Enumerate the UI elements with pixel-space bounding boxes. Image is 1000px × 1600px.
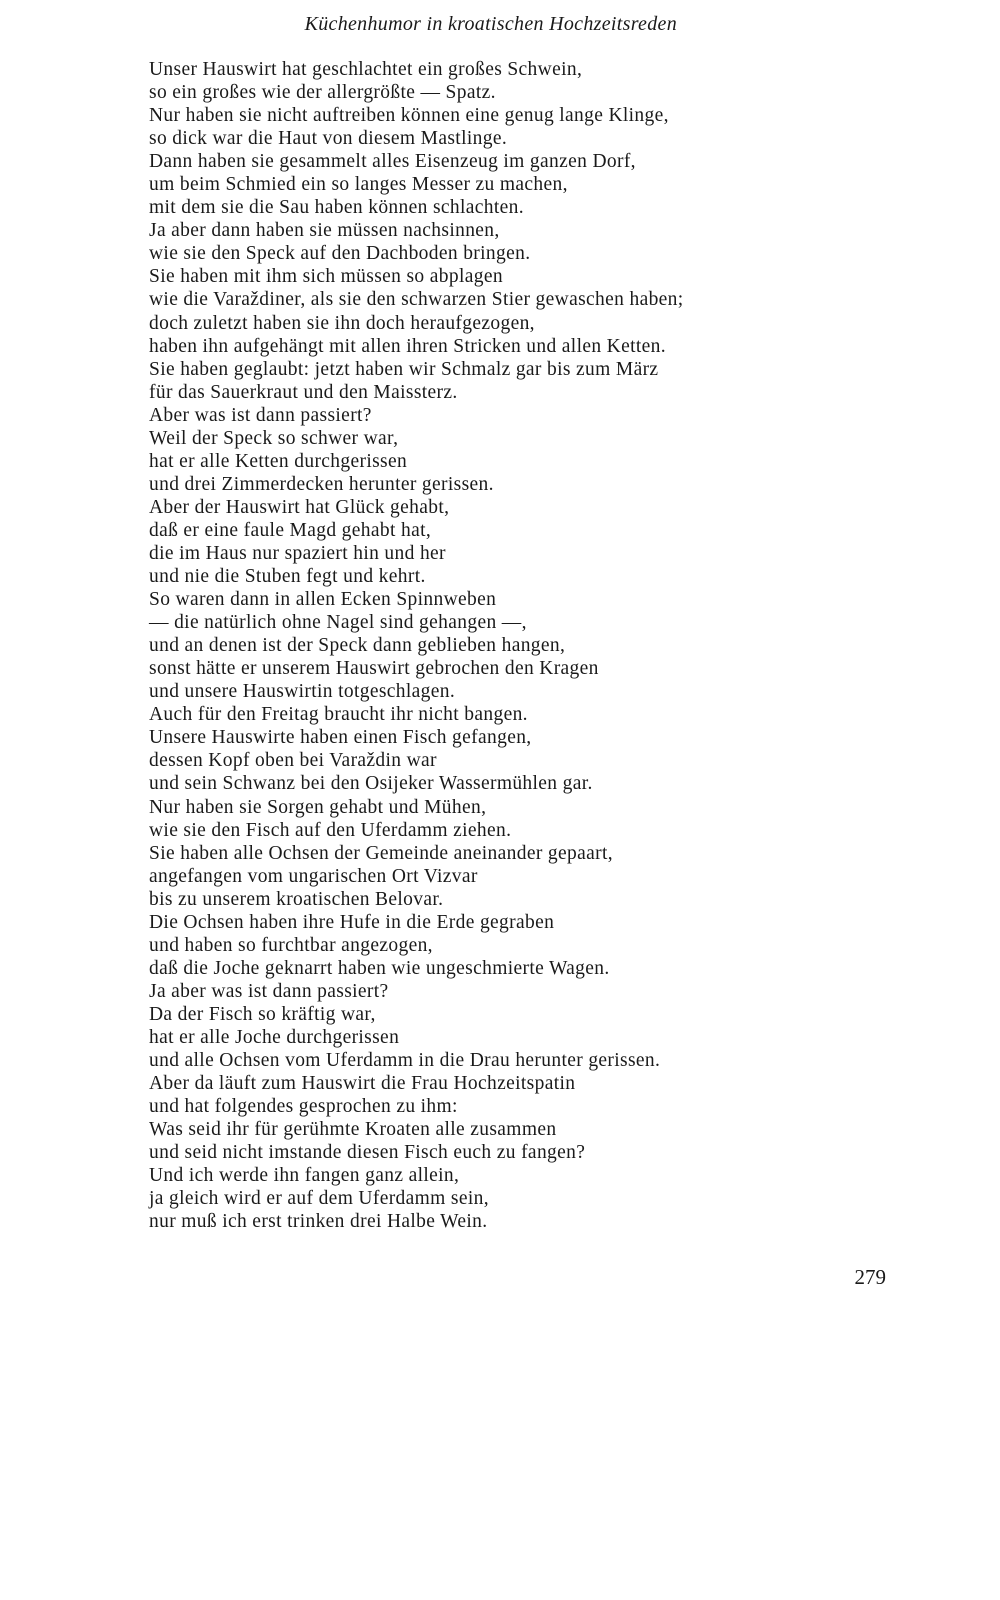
poem-line: dessen Kopf oben bei Varaždin war — [149, 750, 437, 772]
poem-line: bis zu unserem kroatischen Belovar. — [149, 888, 444, 910]
poem-line: so dick war die Haut von diesem Mastlinge. — [149, 128, 508, 150]
poem-line: Ja aber was ist dann passiert? — [149, 980, 389, 1002]
poem-line: hat er alle Joche durchgerissen — [149, 1026, 400, 1048]
poem-line: Aber da läuft zum Hauswirt die Frau Hochzeitspatin — [149, 1073, 576, 1095]
poem-line: Nur haben sie Sorgen gehabt und Mühen, — [149, 796, 487, 818]
poem-line: — die natürlich ohne Nagel sind gehangen —, — [149, 612, 527, 634]
poem-line: und haben so furchtbar angezogen, — [149, 934, 433, 956]
poem-line: doch zuletzt haben sie ihn doch heraufgezogen, — [149, 312, 535, 334]
poem-line: Nur haben sie nicht auftreiben können eine genug lange Klinge, — [149, 105, 669, 127]
poem-line: wie sie den Fisch auf den Uferdamm ziehen. — [149, 819, 512, 841]
running-title: Küchenhumor in kroatischen Hochzeitsreden — [304, 13, 677, 35]
poem-line: Aber der Hauswirt hat Glück gehabt, — [149, 496, 450, 518]
poem-line: Sie haben alle Ochsen der Gemeinde aneinander gepaart, — [149, 842, 613, 864]
poem-line: Was seid ihr für gerühmte Kroaten alle zusammen — [149, 1119, 557, 1141]
poem-line: angefangen vom ungarischen Ort Vizvar — [149, 865, 478, 887]
poem-line: sonst hätte er unserem Hauswirt gebrochen den Kragen — [149, 658, 599, 680]
poem-line: und drei Zimmerdecken herunter gerissen. — [149, 473, 494, 495]
poem-line: die im Haus nur spaziert hin und her — [149, 542, 446, 564]
poem-line: wie die Varaždiner, als sie den schwarzen Stier gewaschen haben; — [149, 289, 684, 311]
poem-line: und seid nicht imstande diesen Fisch euch zu fangen? — [149, 1142, 586, 1164]
poem-line: um beim Schmied ein so langes Messer zu machen, — [149, 174, 568, 196]
poem-line: Da der Fisch so kräftig war, — [149, 1003, 376, 1025]
poem-line: Unser Hauswirt hat geschlachtet ein großes Schwein, — [149, 59, 583, 80]
poem-line: und an denen ist der Speck dann geblieben hangen, — [149, 635, 566, 657]
poem-line: So waren dann in allen Ecken Spinnweben — [149, 589, 497, 611]
poem-line: daß die Joche geknarrt haben wie ungeschmierte Wagen. — [149, 957, 610, 979]
poem-line: wie sie den Speck auf den Dachboden bringen. — [149, 243, 531, 265]
poem-line: für das Sauerkraut und den Maissterz. — [149, 381, 458, 403]
poem-line: Auch für den Freitag braucht ihr nicht bangen. — [149, 704, 528, 726]
poem-line: und hat folgendes gesprochen zu ihm: — [149, 1096, 458, 1118]
poem-line: Und ich werde ihn fangen ganz allein, — [149, 1165, 460, 1187]
poem-line: haben ihn aufgehängt mit allen ihren Stricken und allen Ketten. — [149, 335, 666, 357]
poem-text — [149, 58, 869, 1233]
poem-line: Dann haben sie gesammelt alles Eisenzeug im ganzen Dorf, — [149, 151, 636, 173]
poem-line: Sie haben mit ihm sich müssen so abplagen — [149, 266, 503, 288]
poem-line: und unsere Hauswirtin totgeschlagen. — [149, 681, 456, 703]
poem-line: Weil der Speck so schwer war, — [149, 427, 399, 449]
poem-line: und sein Schwanz bei den Osijeker Wassermühlen gar. — [149, 773, 593, 795]
poem-line: so ein großes wie der allergrößte — Spatz. — [149, 82, 496, 104]
poem-line: Ja aber dann haben sie müssen nachsinnen, — [149, 220, 500, 242]
poem-line: nur muß ich erst trinken drei Halbe Wein. — [149, 1211, 488, 1233]
poem-line: mit dem sie die Sau haben können schlachten. — [149, 197, 524, 219]
poem-line: Aber was ist dann passiert? — [149, 404, 372, 426]
poem-line: und alle Ochsen vom Uferdamm in die Drau herunter gerissen. — [149, 1050, 661, 1072]
poem-line: ja gleich wird er auf dem Uferdamm sein, — [149, 1188, 489, 1210]
poem-line: Unsere Hauswirte haben einen Fisch gefangen, — [149, 727, 532, 749]
page-number: 279 — [854, 1265, 886, 1289]
poem-line: hat er alle Ketten durchgerissen — [149, 450, 408, 472]
poem-line: Sie haben geglaubt: jetzt haben wir Schmalz gar bis zum März — [149, 358, 659, 380]
poem-line: und nie die Stuben fegt und kehrt. — [149, 566, 426, 588]
poem-line: daß er eine faule Magd gehabt hat, — [149, 519, 432, 541]
poem-line: Die Ochsen haben ihre Hufe in die Erde gegraben — [149, 911, 555, 933]
